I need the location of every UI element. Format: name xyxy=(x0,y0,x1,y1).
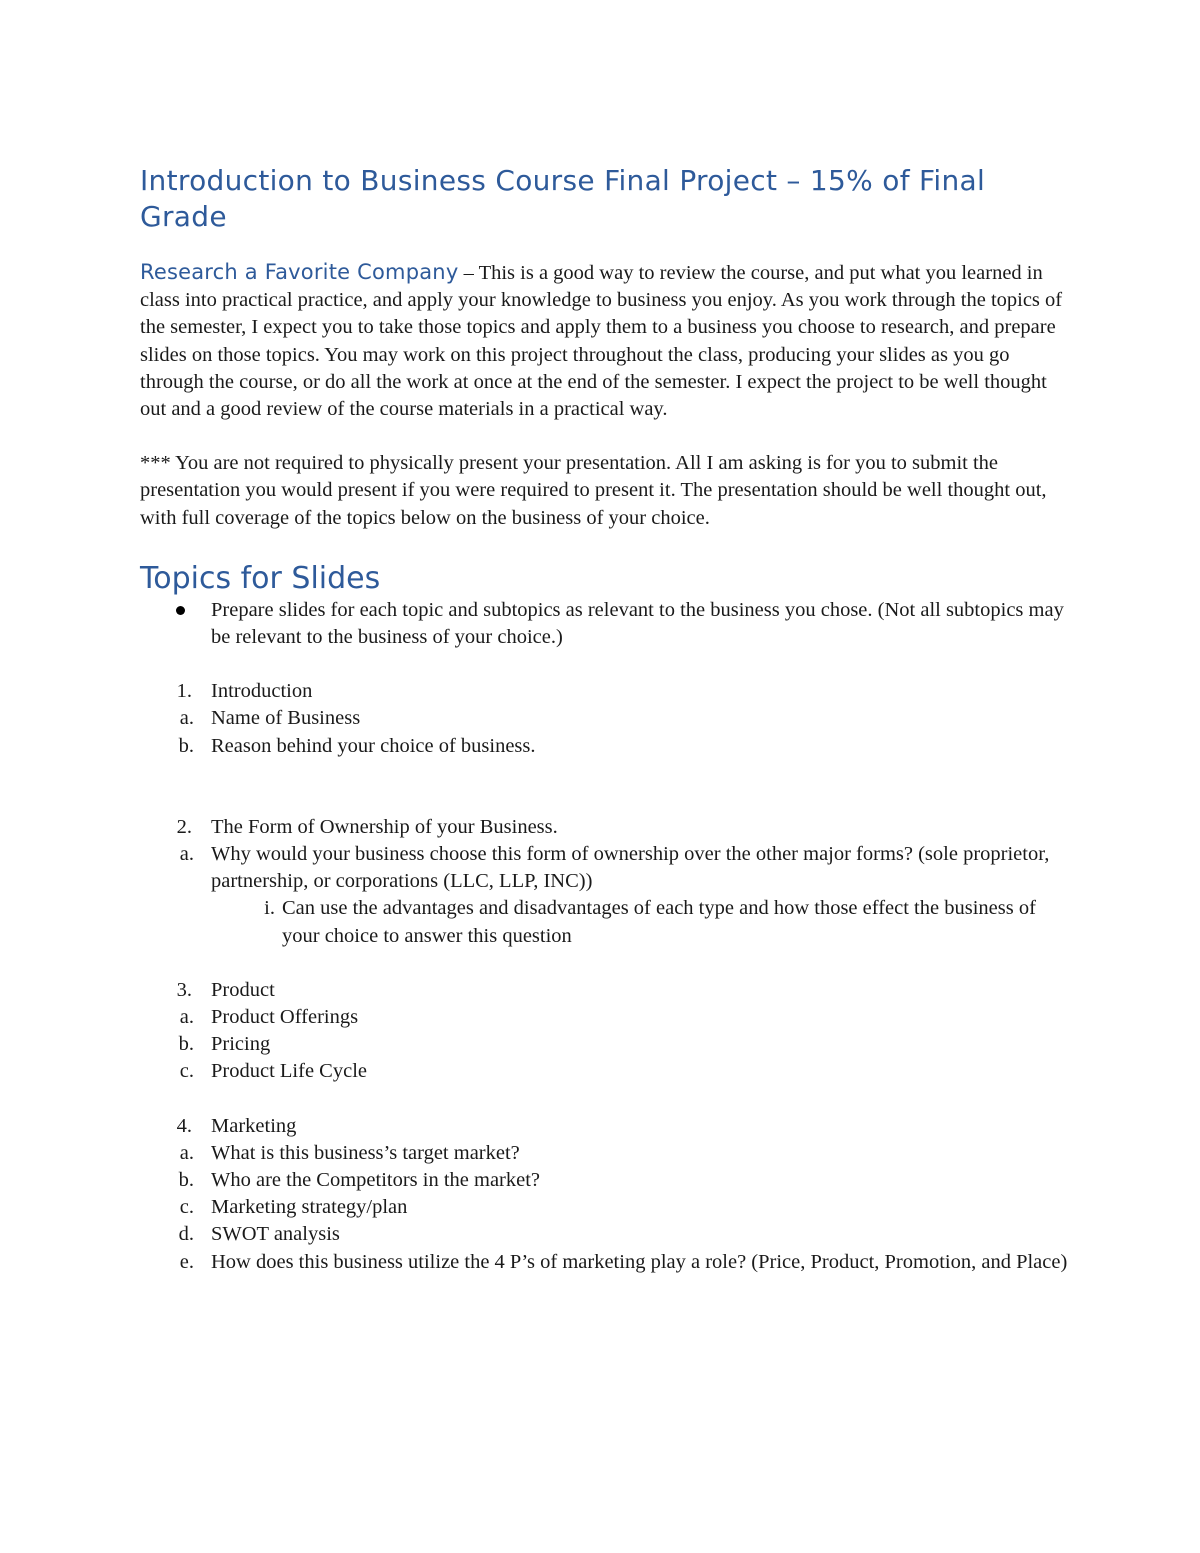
subtopic-text: What is this business’s target market? xyxy=(211,1141,520,1164)
subtopic-letter: a. xyxy=(179,1141,194,1164)
subtopic-item xyxy=(140,1249,1070,1276)
subtopic-text: Why would your business choose this form of ownership over the other major forms? (sole proprietor, partnership, or corporations (LLC, LLP, INC)) xyxy=(211,843,1050,893)
topic-label: Marketing xyxy=(211,1114,297,1137)
subtopic-text: Reason behind your choice of business. xyxy=(211,734,536,757)
note-paragraph: *** You are not required to physically present your presentation. All I am asking is for you to submit the presentation you would present if you were required to present it. The presentation should be well thought out, with full coverage of the topics below on the business of your choice. xyxy=(140,452,1047,529)
subtopic-text: Who are the Competitors in the market? xyxy=(211,1169,541,1192)
subtopic-group xyxy=(140,841,1070,950)
subsubtopic-item xyxy=(211,895,1070,949)
subtopic-item xyxy=(140,1031,1070,1058)
subtopic-letter: e. xyxy=(179,1250,194,1273)
topic-number: 4. xyxy=(176,1114,192,1137)
intro-paragraph xyxy=(140,259,1070,423)
subtopic-item xyxy=(140,1167,1070,1194)
topic-number: 2. xyxy=(176,815,192,838)
subtopic-letter: b. xyxy=(178,1033,194,1056)
subtopic-item xyxy=(140,1058,1070,1085)
subtopic-text: Name of Business xyxy=(211,707,361,730)
subtopic-letter: b. xyxy=(178,1169,194,1192)
bullet-item xyxy=(140,597,1070,651)
topic-item xyxy=(140,1113,1070,1140)
subtopic-item xyxy=(140,841,1070,950)
subtopic-list xyxy=(140,1140,1070,1276)
subtopic-text: Pricing xyxy=(211,1033,271,1056)
subtopic-text: Product Life Cycle xyxy=(211,1060,367,1083)
subtopic-list xyxy=(140,841,1070,950)
subtopic-letter: c. xyxy=(179,1196,194,1219)
subtopic-letter: d. xyxy=(178,1223,194,1246)
subtopic-item xyxy=(140,1004,1070,1031)
topic-item xyxy=(140,977,1070,1004)
subtopic-text: How does this business utilize the 4 P’s of marketing play a role? (Price, Product, Promotion, and Place) xyxy=(211,1250,1068,1273)
topic-number: 3. xyxy=(176,978,192,1001)
subtopic-letter: a. xyxy=(179,1006,194,1029)
subtopic-item xyxy=(140,1194,1070,1221)
subsubtopic-text: Can use the advantages and disadvantages of each type and how those effect the business of your choice to answer this question xyxy=(282,897,1036,947)
bullet-list xyxy=(140,597,1070,651)
section-heading-topics: Topics for Slides xyxy=(140,560,381,596)
subtopic-item xyxy=(140,733,1070,760)
subtopic-letter: a. xyxy=(179,843,194,866)
subtopic-group xyxy=(140,1004,1070,1086)
subsubtopic-numeral: i. xyxy=(264,897,275,920)
subtopic-text: Marketing strategy/plan xyxy=(211,1196,408,1219)
subsubtopic-list xyxy=(211,895,1070,949)
topic-label: Introduction xyxy=(211,680,313,703)
intro-lead-in: Research a Favorite Company xyxy=(140,260,459,284)
topic-item xyxy=(140,678,1070,705)
subtopic-list xyxy=(140,1004,1070,1086)
subtopic-letter: a. xyxy=(179,707,194,730)
intro-text: – This is a good way to review the course, and put what you learned in class into practical practice, and apply your knowledge to business you enjoy. As you work through the topics of the semester, I expect you to take those topics and apply them to a business you choose to research, and prepare slides on those topics. You may work on this project throughout the class, producing your slides as you go through the course, or do all the work at once at the end of the semester. I expect the project to be well thought out and a good review of the course materials in a practical way. xyxy=(140,262,1063,421)
topic-label: Product xyxy=(211,978,275,1001)
document-page xyxy=(140,163,1070,1276)
subtopic-text: SWOT analysis xyxy=(211,1223,340,1246)
topic-number: 1. xyxy=(176,680,192,703)
subtopic-group xyxy=(140,705,1070,759)
bullet-text: Prepare slides for each topic and subtopics as relevant to the business you chose. (Not all subtopics may be relevant to the business of your choice.) xyxy=(211,598,1064,649)
subtopic-list xyxy=(140,705,1070,759)
subtopic-item xyxy=(140,1140,1070,1167)
subtopic-letter: b. xyxy=(178,734,194,757)
document-title: Introduction to Business Course Final Project – 15% of Final Grade xyxy=(140,164,986,233)
subtopic-item xyxy=(140,705,1070,732)
subtopic-letter: c. xyxy=(179,1060,194,1083)
bullet-dot-icon xyxy=(176,606,185,615)
subtopic-group xyxy=(140,1140,1070,1276)
subtopic-item xyxy=(140,1221,1070,1248)
topic-item xyxy=(140,814,1070,841)
topic-list xyxy=(140,678,1070,1276)
subtopic-text: Product Offerings xyxy=(211,1006,359,1029)
topic-label: The Form of Ownership of your Business. xyxy=(211,815,558,838)
